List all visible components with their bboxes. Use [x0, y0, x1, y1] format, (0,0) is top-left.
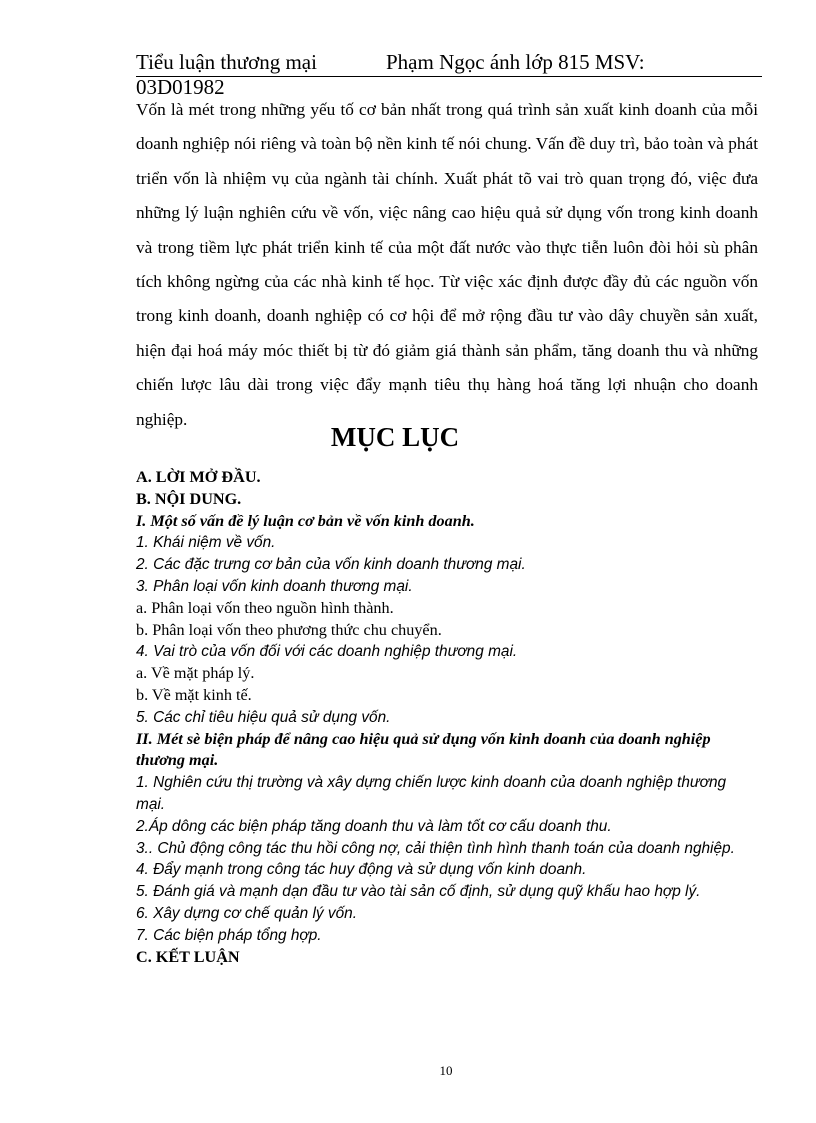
- toc-item: 4. Vai trò của vốn đối với các doanh nghiệp thương mại.: [136, 643, 518, 661]
- intro-paragraph: Vốn là mét trong những yếu tố cơ bản nhất trong quá trình sản xuất kinh doanh của mỗi doanh nghiệp nói riêng và toàn bộ nền kinh tế nói chung. Vấn đề duy trì, bảo toàn và phát triển vốn là nhiệm vụ của ngành tài chính. Xuất phát tõ vai trò quan trọng đó, việc đưa những lý luận nghiên cứu về vốn, việc nâng cao hiệu quả sử dụng vốn trong kinh doanh và trong tiềm lực phát triển kinh tế của một đất nước vào thực tiễn luôn đòi hỏi sù phân tích không ngừng của các nhà kinh tế học. Từ việc xác định được đầy đủ các nguồn vốn trong kinh doanh, doanh nghiệp có cơ hội để mở rộng đầu tư vào dây chuyền sản xuất, hiện đại hoá máy móc thiết bị từ đó giảm giá thành sản phẩm, tăng doanh thu và những chiến lược lâu dài trong việc đẩy mạnh tiêu thụ hàng hoá tăng lợi nhuận cho doanh nghiệp.: [136, 100, 758, 429]
- header-right-text: Phạm Ngọc ánh lớp 815 MSV:: [386, 50, 645, 74]
- toc-item: C. KẾT LUẬN: [136, 947, 240, 966]
- toc-item: B. NỘI DUNG.: [136, 489, 242, 508]
- toc-item: A. LỜI MỞ ĐẦU.: [136, 468, 261, 486]
- toc-item: 4. Đẩy mạnh trong công tác huy động và sử dụng vốn kinh doanh.: [136, 861, 587, 879]
- toc-item: 1. Khái niệm về vốn.: [136, 534, 276, 552]
- toc-item: 2.Áp dông các biện pháp tăng doanh thu và làm tốt cơ cấu doanh thu.: [136, 817, 612, 835]
- toc-item: b. Về mặt kinh tế.: [136, 685, 252, 704]
- header-rule: [136, 76, 762, 77]
- toc-item: 3.. Chủ động công tác thu hồi công nợ, cải thiện tình hình thanh toán của doanh nghiệp.: [136, 839, 735, 857]
- toc-item: I. Một số vấn đề lý luận cơ bản về vốn kinh doanh.: [136, 511, 475, 530]
- toc-item: 5. Đánh giá và mạnh dạn đầu tư vào tài sản cố định, sử dụng quỹ khấu hao hợp lý.: [136, 883, 701, 901]
- toc-item: a. Về mặt pháp lý.: [136, 664, 255, 683]
- page-number: 10: [439, 1063, 453, 1078]
- header-student-id: 03D01982: [136, 75, 225, 99]
- toc-item: b. Phân loại vốn theo phương thức chu chuyển.: [136, 620, 442, 639]
- toc-title: MỤC LỤC: [330, 422, 460, 452]
- toc-item: 7. Các biện pháp tổng hợp.: [136, 926, 322, 944]
- toc-item: 5. Các chỉ tiêu hiệu quả sử dụng vốn.: [136, 708, 391, 726]
- toc-item: 3. Phân loại vốn kinh doanh thương mại.: [136, 577, 413, 595]
- toc-item: a. Phân loại vốn theo nguồn hình thành.: [136, 598, 394, 617]
- toc-item: 2. Các đặc trưng cơ bản của vốn kinh doanh thương mại.: [136, 556, 526, 574]
- toc-item: II. Mét sè biện pháp để nâng cao hiệu quả sử dụng vốn kinh doanh của doanh nghiệp thương mại.: [136, 729, 711, 770]
- header-left-text: Tiểu luận thương mại: [136, 50, 317, 74]
- toc-item: 1. Nghiên cứu thị trường và xây dựng chiến lược kinh doanh của doanh nghiệp thương mại.: [136, 774, 727, 813]
- table-of-contents: [136, 467, 758, 968]
- toc-item: 6. Xây dựng cơ chế quản lý vốn.: [136, 904, 357, 922]
